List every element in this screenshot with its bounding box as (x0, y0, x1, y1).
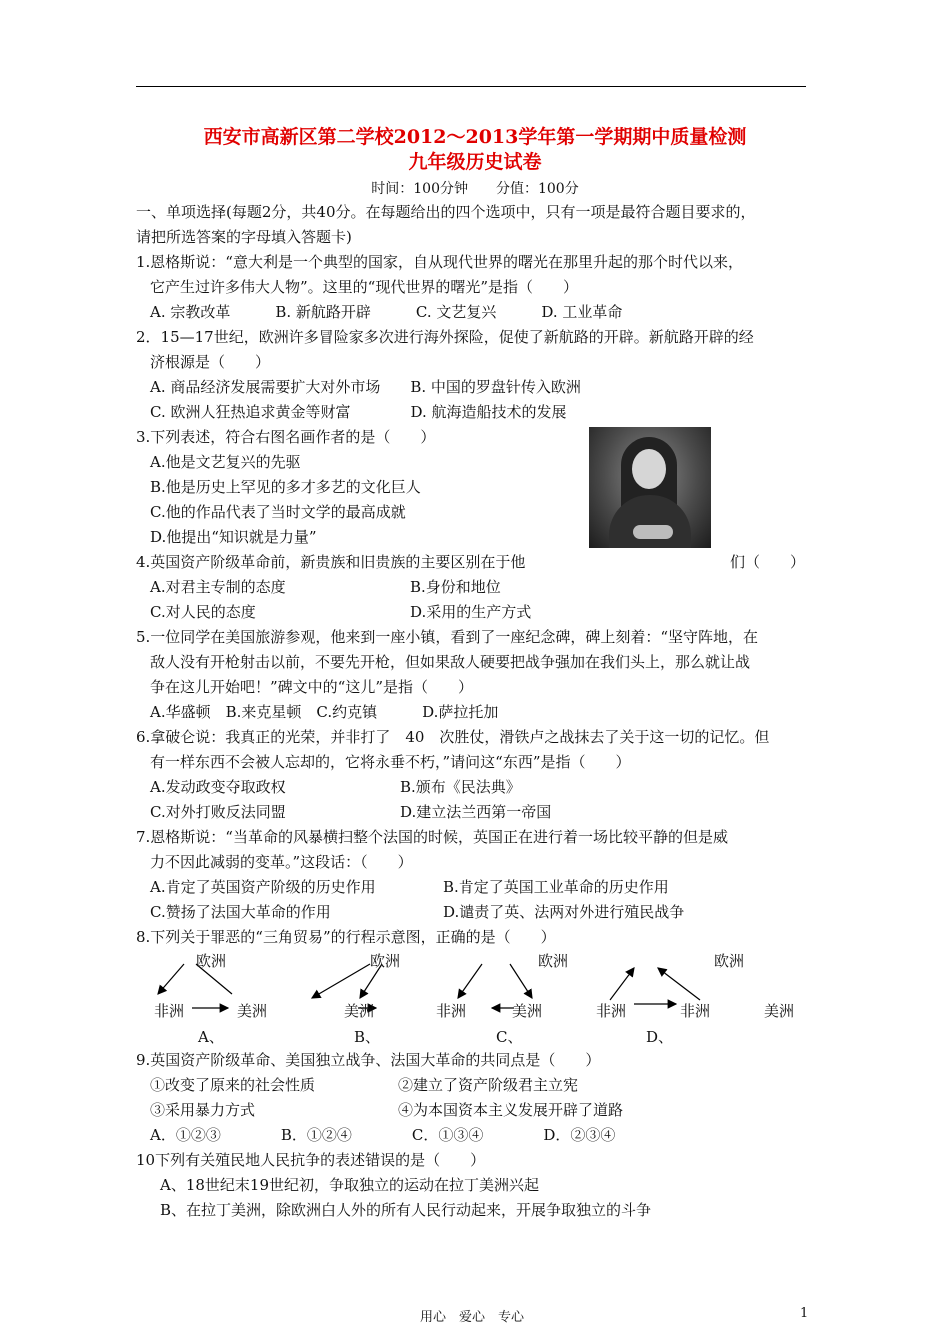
question-9-item-3: ③采用暴力方式 (150, 1101, 256, 1119)
question-3: 3.下列表述，符合右图名画作者的是（ ） (136, 428, 436, 446)
triangle-trade-diagram (140, 942, 820, 1052)
painting-face (632, 449, 666, 489)
question-6-option-a: A.发动政变夺取政权 (150, 778, 286, 796)
question-3-option-b: B.他是历史上罕见的多才多艺的文化巨人 (150, 478, 421, 496)
time-score-info: 时间：100分钟 分值：100分 (371, 181, 579, 197)
question-7-cont: 力不因此减弱的变革。”这段话：（ ） (150, 853, 413, 871)
diagram-d-europe: 欧洲 (714, 952, 745, 970)
question-1: 1.恩格斯说：“意大利是一个典型的国家，自从现代世界的曙光在那里升起的那个时代以来， (136, 253, 743, 271)
question-8: 8.下列关于罪恶的“三角贸易”的行程示意图，正确的是（ ） (136, 928, 556, 946)
section-intro-cont: 请把所选答案的字母填入答题卡) (136, 228, 352, 246)
question-7-option-a: A.肯定了英国资产阶级的历史作用 (150, 878, 376, 896)
diagram-d-africa-left: 非洲 (596, 1002, 627, 1020)
question-6-option-d: D.建立法兰西第一帝国 (400, 803, 552, 821)
top-rule (136, 86, 806, 87)
question-2-options-ab: A. 商品经济发展需要扩大对外市场 B. 中国的罗盘针传入欧洲 (150, 378, 581, 396)
mona-lisa-painting (589, 427, 711, 548)
diagram-c-africa: 非洲 (436, 1002, 467, 1020)
question-4-option-d: D.采用的生产方式 (410, 603, 532, 621)
footer-motto: 用心 爱心 专心 (420, 1310, 525, 1325)
question-7-option-c: C.赞扬了法国大革命的作用 (150, 903, 331, 921)
diagram-option-c: C、 (496, 1028, 523, 1046)
diagram-d-america: 美洲 (764, 1002, 795, 1020)
question-4: 4.英国资产阶级革命前，新贵族和旧贵族的主要区别在于他 (136, 553, 526, 571)
question-10-option-b: B、在拉丁美洲，除欧洲白人外的所有人民行动起来，开展争取独立的斗争 (160, 1201, 652, 1219)
diagram-c-europe: 欧洲 (538, 952, 569, 970)
question-9-item-1: ①改变了原来的社会性质 (150, 1076, 316, 1094)
question-9-options: A．①②③ B．①②④ C．①③④ D．②③④ (150, 1126, 616, 1144)
question-2: 2．15—17世纪，欧洲许多冒险家多次进行海外探险，促使了新航路的开辟。新航路开辟的经 (136, 328, 754, 346)
question-1-cont: 它产生过许多伟大人物”。这里的“现代世界的曙光”是指（ ） (150, 278, 579, 296)
question-3-option-c: C.他的作品代表了当时文学的最高成就 (150, 503, 406, 521)
question-3-option-a: A.他是文艺复兴的先驱 (150, 453, 301, 471)
question-5-cont-2: 争在这儿开始吧！”碑文中的“这儿”是指（ ） (150, 678, 474, 696)
question-4-option-a: A.对君主专制的态度 (150, 578, 286, 596)
question-1-options: A. 宗教改革 B. 新航路开辟 C. 文艺复兴 D. 工业革命 (150, 303, 623, 321)
diagram-c-america: 美洲 (512, 1002, 543, 1020)
question-5-options: A.华盛顿 B.来克星顿 C.约克镇 D.萨拉托加 (150, 703, 499, 721)
question-9-item-4: ④为本国资本主义发展开辟了道路 (398, 1101, 624, 1119)
question-7: 7.恩格斯说：“当革命的风暴横扫整个法国的时候，英国正在进行着一场比较平静的但是威 (136, 828, 728, 846)
question-7-option-b: B.肯定了英国工业革命的历史作用 (443, 878, 669, 896)
exam-subtitle: 九年级历史试卷 (408, 151, 542, 173)
page-number: 1 (800, 1306, 809, 1321)
diagram-a-africa: 非洲 (154, 1002, 185, 1020)
question-2-options-cd: C. 欧洲人狂热追求黄金等财富 D. 航海造船技术的发展 (150, 403, 567, 421)
diagram-a-america: 美洲 (237, 1002, 268, 1020)
question-9: 9.英国资产阶级革命、美国独立战争、法国大革命的共同点是（ ） (136, 1051, 601, 1069)
diagram-a-europe: 欧洲 (196, 952, 227, 970)
question-4-option-b: B.身份和地位 (410, 578, 501, 596)
diagram-b-europe: 欧洲 (370, 952, 401, 970)
question-9-item-2: ②建立了资产阶级君主立宪 (398, 1076, 579, 1094)
question-10: 10下列有关殖民地人民抗争的表述错误的是（ ） (136, 1151, 486, 1169)
diagram-b-america: 美洲 (344, 1002, 375, 1020)
diagram-option-a: A、 (198, 1028, 224, 1046)
exam-title: 西安市高新区第二学校2012～2013学年第一学期期中质量检测 (203, 126, 747, 148)
question-3-option-d: D.他提出“知识就是力量” (150, 528, 317, 546)
question-4-option-c: C.对人民的态度 (150, 603, 256, 621)
diagram-option-d: D、 (646, 1028, 674, 1046)
question-10-option-a: A、18世纪末19世纪初，争取独立的运动在拉丁美洲兴起 (160, 1176, 540, 1194)
diagram-option-b: B、 (354, 1028, 381, 1046)
question-6-cont: 有一样东西不会被人忘却的，它将永垂不朽，”请问这“东西”是指（ ） (150, 753, 631, 771)
question-5-cont-1: 敌人没有开枪射击以前，不要先开枪，但如果敌人硬要把战争强加在我们头上，那么就让战 (150, 653, 751, 671)
section-intro: 一、单项选择(每题2分，共40分。在每题给出的四个选项中，只有一项是最符合题目要求的， (136, 203, 756, 221)
question-5: 5.一位同学在美国旅游参观，他来到一座小镇，看到了一座纪念碑，碑上刻着：“坚守阵地，在 (136, 628, 758, 646)
question-4-cont: 们（ ） (730, 553, 806, 571)
question-7-option-d: D.谴责了英、法两对外进行殖民战争 (443, 903, 685, 921)
painting-hands (633, 525, 673, 539)
question-2-cont: 济根源是（ ） (150, 353, 271, 371)
question-6-option-b: B.颁布《民法典》 (400, 778, 521, 796)
question-6-option-c: C.对外打败反法同盟 (150, 803, 286, 821)
diagram-d-africa-right: 非洲 (680, 1002, 711, 1020)
question-6: 6.拿破仑说：我真正的光荣，并非打了 40 次胜仗，滑铁卢之战抹去了关于这一切的记忆。但 (136, 728, 770, 746)
